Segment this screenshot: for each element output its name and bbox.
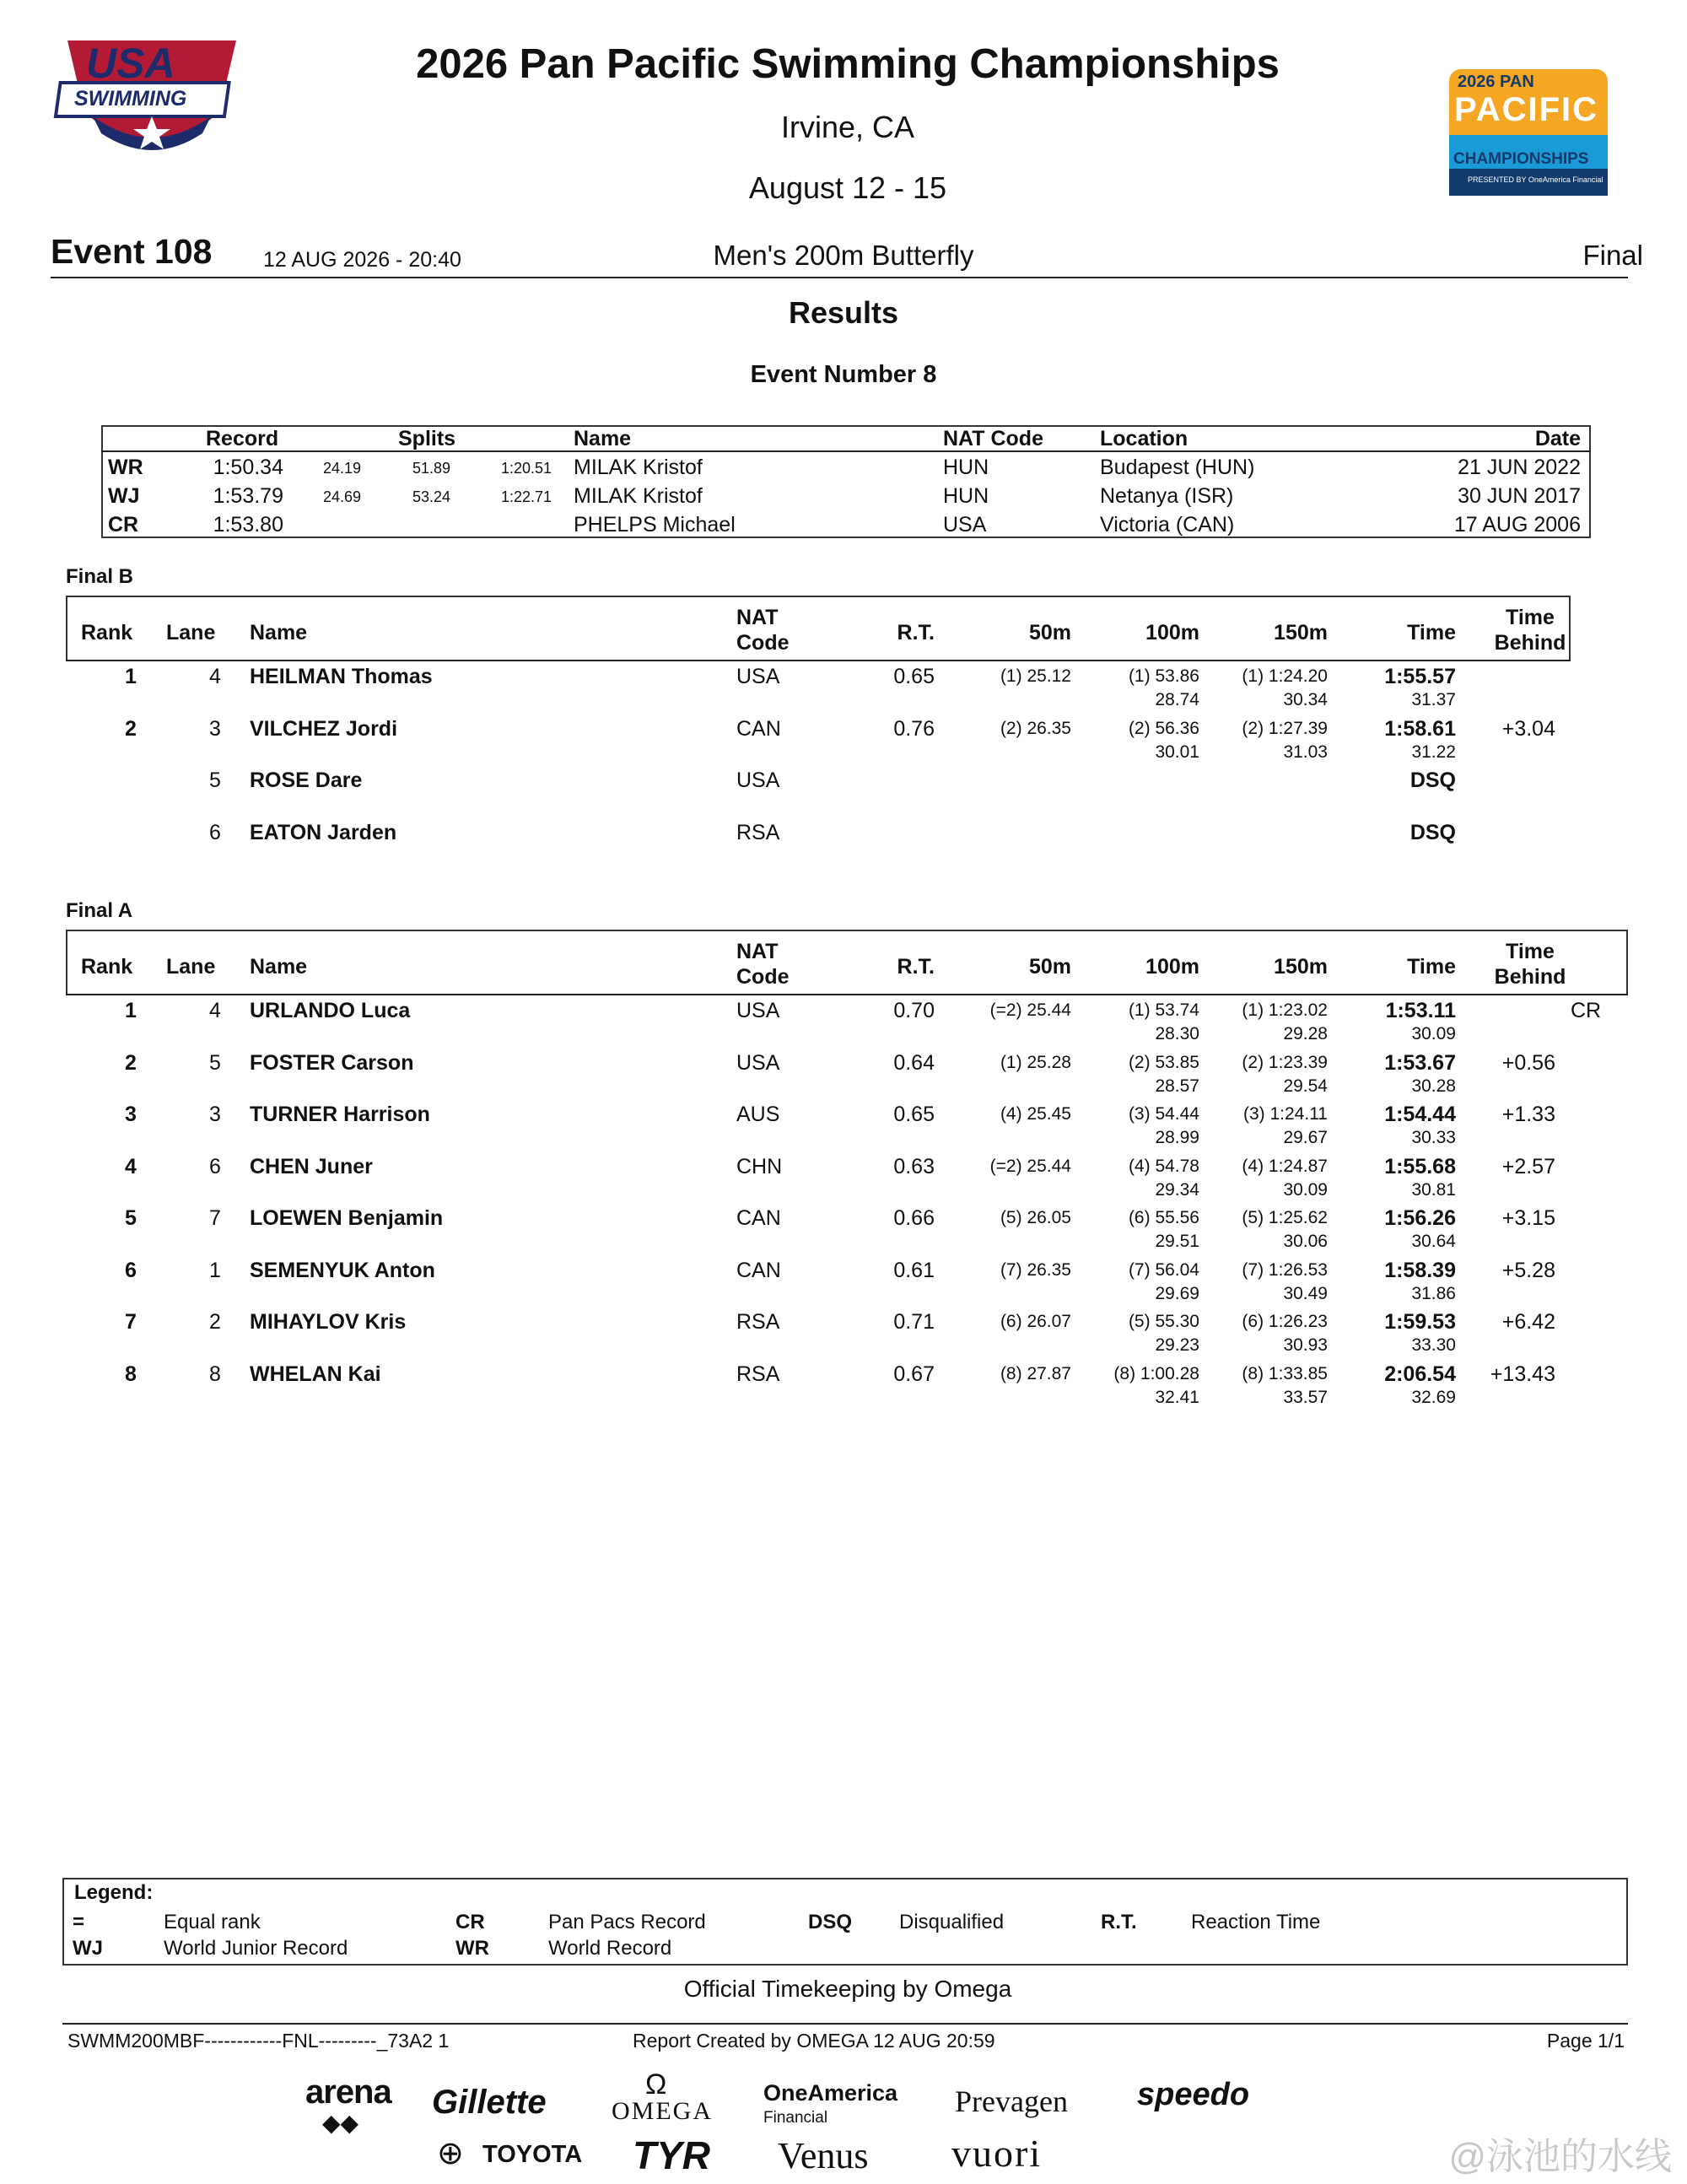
result-lane: 2 [209,1310,221,1334]
result-time-diff: 30.28 [1411,1076,1456,1096]
result-lane: 6 [209,1154,221,1178]
result-rank: 4 [125,1154,137,1178]
result-time-diff: 30.64 [1411,1232,1456,1251]
record-time: 1:53.79 [213,484,283,508]
result-split-50: (=2) 25.44 [989,1000,1071,1020]
sponsor-oneamerica: OneAmerica [763,2080,898,2106]
result-nat: USA [736,999,780,1022]
sponsor-prevagen: Prevagen [955,2084,1068,2118]
records-header-location: Location [1100,427,1188,450]
result-lane: 3 [209,1103,221,1126]
result-time: 1:55.57 [1384,665,1456,688]
result-lane: 1 [209,1258,221,1282]
records-header-record: Record [206,427,279,450]
event-datetime: 12 AUG 2026 - 20:40 [263,248,461,272]
legend-text-rt: Reaction Time [1191,1911,1321,1933]
records-header-nat: NAT Code [943,427,1043,450]
record-nat: HUN [943,484,989,508]
result-split-100-diff: 29.69 [1155,1283,1199,1303]
pp-logo-line4: PRESENTED BY OneAmerica Financial [1468,175,1603,184]
result-split-150: (2) 1:27.39 [1242,718,1328,738]
record-type: CR [108,513,139,537]
result-split-150-diff: 30.06 [1283,1232,1328,1251]
usa-logo-text: USA [86,40,175,87]
arena-diamond-icon: ◆◆ [322,2110,359,2136]
result-split-150-diff: 29.28 [1283,1024,1328,1043]
column-rt: R.T. [897,621,935,644]
result-split-100-diff: 29.34 [1155,1179,1199,1200]
result-record-flag: CR [1571,999,1602,1022]
column-behind-line1: Time [1506,940,1555,963]
result-split-150-diff: 31.03 [1283,741,1328,762]
result-split-100-diff: 30.01 [1155,741,1199,762]
result-split-50: (5) 26.05 [1000,1208,1071,1227]
record-date: 30 JUN 2017 [1458,484,1581,508]
column-time: Time [1407,955,1456,979]
column-behind-line1: Time [1506,606,1555,629]
record-date: 21 JUN 2022 [1458,456,1581,479]
result-split-100: (1) 53.74 [1128,1000,1199,1020]
result-split-50: (6) 26.07 [1000,1312,1071,1331]
event-phase: Final [1582,240,1643,271]
sponsor-oneamerica-sub: Financial [763,2109,828,2127]
result-split-150-diff: 30.09 [1283,1179,1328,1200]
omega-icon: Ω [645,2068,667,2100]
result-split-100: (3) 54.44 [1128,1104,1199,1124]
result-lane: 4 [209,999,221,1022]
result-split-150: (3) 1:24.11 [1242,1104,1328,1124]
result-name: CHEN Juner [250,1154,373,1178]
result-split-100: (5) 55.30 [1128,1312,1199,1331]
result-split-150-diff: 33.57 [1283,1387,1328,1407]
result-rank: 2 [125,1050,137,1075]
result-time-diff: 30.33 [1411,1128,1456,1147]
records-header-rule [101,450,1591,452]
footer-code: SWMM200MBF------------FNL---------_73A2 1 [67,2030,450,2052]
result-split-150-diff: 29.67 [1283,1128,1328,1147]
watermark: @泳池的水线 [1448,2136,1672,2177]
column-50m: 50m [1028,621,1071,644]
result-time: 1:59.53 [1384,1310,1456,1334]
result-rank: 6 [125,1258,137,1282]
result-time: 1:56.26 [1384,1206,1456,1230]
result-name: MIHAYLOV Kris [250,1310,407,1334]
result-time-behind: +6.42 [1501,1310,1555,1334]
legend-code-rt: R.T. [1101,1911,1137,1933]
record-holder: PHELPS Michael [574,513,736,537]
result-split-150-diff: 30.34 [1283,690,1328,709]
result-name: VILCHEZ Jordi [250,716,398,741]
result-time: 1:58.39 [1384,1258,1456,1282]
result-split-50: (4) 25.45 [1000,1104,1071,1124]
result-nat: USA [736,768,780,792]
result-rt: 0.76 [893,716,935,741]
pan-pacific-logo [1449,69,1608,196]
result-time: 1:58.61 [1384,716,1456,741]
result-rt: 0.67 [893,1362,935,1386]
result-nat: RSA [736,1362,780,1386]
timekeeping: Official Timekeeping by Omega [683,1976,1012,2002]
legend-code-equal: = [73,1911,85,1933]
record-time: 1:53.80 [213,513,283,537]
result-rt: 0.71 [893,1310,935,1334]
sponsor-venus: Venus [778,2135,869,2176]
record-split-1: 24.69 [322,488,361,505]
result-name: EATON Jarden [250,820,397,844]
event-number-line: Event Number 8 [750,361,937,388]
result-split-150: (1) 1:23.02 [1242,1000,1328,1020]
dates: August 12 - 15 [748,170,947,205]
result-split-50: (7) 26.35 [1000,1259,1071,1280]
result-rt: 0.66 [893,1206,935,1230]
result-name: WHELAN Kai [250,1362,381,1386]
result-split-150-diff: 29.54 [1283,1076,1328,1096]
usa-swimming-logo [51,32,253,171]
records-table [101,425,1591,538]
record-split-3: 1:22.71 [500,488,552,505]
legend-code-wj: WJ [73,1937,103,1960]
result-lane: 4 [209,665,221,688]
column-150m: 150m [1274,955,1328,979]
pp-logo-line3: CHAMPIONSHIPS [1453,150,1589,168]
result-name: SEMENYUK Anton [250,1258,435,1282]
result-lane: 3 [209,716,221,741]
result-rt: 0.65 [893,665,935,688]
result-time: 1:55.68 [1384,1154,1456,1178]
legend-code-dsq: DSQ [808,1911,853,1933]
records-header-name: Name [574,427,632,450]
final-a-header-rule [66,994,1628,995]
result-time-diff: 31.37 [1411,690,1456,709]
result-split-100: (1) 53.86 [1128,666,1199,686]
result-time: DSQ [1409,820,1456,844]
result-rank: 1 [125,665,137,688]
result-time: 1:54.44 [1384,1103,1456,1126]
footer-created: Report Created by OMEGA 12 AUG 20:59 [633,2030,995,2052]
result-time-diff: 32.69 [1411,1387,1456,1407]
final-a-label: Final A [66,899,133,922]
legend-code-wr: WR [455,1937,489,1960]
result-split-100: (7) 56.04 [1128,1259,1199,1280]
page-title: 2026 Pan Pacific Swimming Championships [416,41,1280,87]
result-split-100: (6) 55.56 [1128,1208,1199,1227]
result-split-150: (8) 1:33.85 [1242,1363,1328,1383]
record-type: WJ [108,484,140,508]
record-split-1: 24.19 [322,460,361,477]
result-split-150-diff: 30.49 [1283,1283,1328,1303]
result-time-diff: 31.22 [1411,741,1456,762]
result-name: HEILMAN Thomas [250,665,433,688]
sponsor-toyota: TOYOTA [482,2141,583,2168]
location: Irvine, CA [780,110,915,144]
toyota-icon: ⊕ [437,2136,464,2171]
result-time-diff: 30.09 [1411,1024,1456,1043]
sponsor-omega: OMEGA [612,2097,713,2125]
swimming-logo-text: SWIMMING [74,87,187,111]
result-time-behind: +1.33 [1501,1103,1555,1126]
column-nat-line2: Code [736,965,790,989]
result-time-diff: 33.30 [1411,1335,1456,1355]
legend-code-cr: CR [455,1911,485,1933]
result-rt: 0.65 [893,1103,935,1126]
result-time-behind: +2.57 [1501,1154,1555,1178]
record-location: Netanya (ISR) [1100,484,1234,508]
legend-title: Legend: [74,1881,154,1904]
result-nat: CAN [736,716,781,741]
result-split-150: (6) 1:26.23 [1242,1312,1328,1331]
sponsor-vuori: vuori [951,2132,1043,2175]
result-split-150-diff: 30.93 [1283,1335,1328,1355]
column-behind-line2: Behind [1494,631,1566,655]
result-name: LOEWEN Benjamin [250,1206,444,1230]
result-split-150: (4) 1:24.87 [1242,1156,1328,1176]
result-nat: USA [736,1050,780,1075]
result-rt: 0.70 [893,999,935,1022]
result-rank: 1 [125,999,137,1022]
event-number: Event 108 [51,232,213,271]
result-time: 2:06.54 [1384,1362,1456,1386]
result-name: ROSE Dare [250,768,363,792]
result-time-behind: +3.04 [1501,716,1555,741]
column-100m: 100m [1145,621,1199,644]
result-rt: 0.61 [893,1258,935,1282]
record-type: WR [108,456,143,479]
result-time-behind: +0.56 [1501,1050,1555,1075]
result-time-behind: +5.28 [1501,1258,1555,1282]
result-split-100: (2) 53.85 [1128,1052,1199,1072]
result-lane: 5 [209,1050,221,1075]
record-split-2: 51.89 [412,460,450,477]
result-nat: CAN [736,1206,781,1230]
result-split-100-diff: 28.57 [1155,1076,1199,1096]
records-header-date: Date [1534,427,1581,450]
legend-text-dsq: Disqualified [899,1911,1005,1933]
pp-logo-line2: PACIFIC [1454,91,1599,128]
footer-page: Page 1/1 [1546,2030,1625,2052]
legend-text-equal: Equal rank [164,1911,261,1933]
result-split-100-diff: 28.74 [1155,690,1199,709]
result-time-behind: +13.43 [1490,1362,1555,1386]
final-b-header-rule [66,660,1571,661]
record-nat: HUN [943,456,989,479]
sponsor-gillette: Gillette [432,2084,547,2121]
column-behind-line2: Behind [1494,965,1566,989]
result-time: DSQ [1409,768,1456,792]
column-100m: 100m [1145,955,1199,979]
sponsor-arena: arena [305,2073,391,2111]
result-split-100: (2) 56.36 [1128,718,1199,738]
result-split-100-diff: 28.30 [1155,1024,1199,1043]
result-nat: AUS [736,1103,780,1126]
final-b-label: Final B [66,565,134,588]
column-lane: Lane [166,621,216,644]
result-name: TURNER Harrison [250,1103,430,1126]
result-split-50: (8) 27.87 [1000,1363,1071,1383]
result-rt: 0.64 [893,1050,935,1075]
result-rank: 3 [125,1103,137,1126]
result-nat: CAN [736,1258,781,1282]
column-rank: Rank [81,955,133,979]
event-divider [51,277,1628,278]
record-date: 17 AUG 2006 [1453,513,1581,537]
result-split-100-diff: 28.99 [1155,1128,1199,1147]
result-lane: 6 [209,820,221,844]
result-rank: 7 [125,1310,137,1334]
result-split-100: (4) 54.78 [1128,1156,1199,1176]
record-nat: USA [943,513,987,537]
column-nat-line1: NAT [736,606,779,629]
result-split-150: (7) 1:26.53 [1242,1259,1328,1280]
result-split-50: (=2) 25.44 [989,1156,1071,1176]
result-time: 1:53.67 [1384,1050,1456,1075]
column-nat-line1: NAT [736,940,779,963]
column-150m: 150m [1274,621,1328,644]
column-50m: 50m [1028,955,1071,979]
footer-rule [62,2023,1628,2025]
result-time-behind: +3.15 [1501,1206,1555,1230]
result-nat: USA [736,665,780,688]
column-time: Time [1407,621,1456,644]
record-location: Budapest (HUN) [1100,456,1255,479]
result-split-50: (1) 25.28 [1000,1052,1071,1072]
result-split-100-diff: 29.51 [1155,1232,1199,1251]
result-nat: CHN [736,1154,783,1178]
column-nat-line2: Code [736,631,790,655]
record-split-3: 1:20.51 [500,460,552,477]
result-time-diff: 30.81 [1411,1179,1456,1200]
results-title: Results [788,295,899,330]
pp-logo-line1: 2026 PAN [1458,73,1534,91]
result-split-100-diff: 32.41 [1155,1387,1199,1407]
result-rt: 0.63 [893,1154,935,1178]
result-rank: 5 [125,1206,137,1230]
sponsor-speedo: speedo [1137,2077,1250,2112]
result-split-50: (1) 25.12 [1000,666,1071,686]
event-name: Men's 200m Butterfly [713,240,974,271]
column-lane: Lane [166,955,216,979]
legend-text-wj: World Junior Record [164,1937,348,1960]
result-name: URLANDO Luca [250,999,411,1022]
legend-text-wr: World Record [548,1937,672,1960]
record-holder: MILAK Kristof [574,456,703,479]
result-split-100-diff: 29.23 [1155,1335,1199,1355]
record-split-2: 53.24 [412,488,450,505]
result-rank: 2 [125,716,137,741]
result-time-diff: 31.86 [1411,1283,1456,1303]
result-name: FOSTER Carson [250,1050,414,1075]
result-split-150: (5) 1:25.62 [1242,1208,1328,1227]
result-split-150: (1) 1:24.20 [1242,666,1328,686]
column-rank: Rank [81,621,133,644]
result-rank: 8 [125,1362,137,1386]
result-time: 1:53.11 [1385,999,1456,1022]
records-header-splits: Splits [398,427,456,450]
record-location: Victoria (CAN) [1100,513,1235,537]
result-lane: 7 [209,1206,221,1230]
result-split-150: (2) 1:23.39 [1242,1052,1328,1072]
result-lane: 5 [209,768,221,792]
column-name: Name [250,621,308,644]
record-time: 1:50.34 [213,456,283,479]
sponsor-tyr: TYR [633,2133,710,2177]
result-split-50: (2) 26.35 [1000,718,1071,738]
record-holder: MILAK Kristof [574,484,703,508]
column-name: Name [250,955,308,979]
legend-text-cr: Pan Pacs Record [548,1911,706,1933]
result-nat: RSA [736,1310,780,1334]
result-nat: RSA [736,820,780,844]
result-split-100: (8) 1:00.28 [1113,1363,1199,1383]
column-rt: R.T. [897,955,935,979]
result-lane: 8 [209,1362,221,1386]
